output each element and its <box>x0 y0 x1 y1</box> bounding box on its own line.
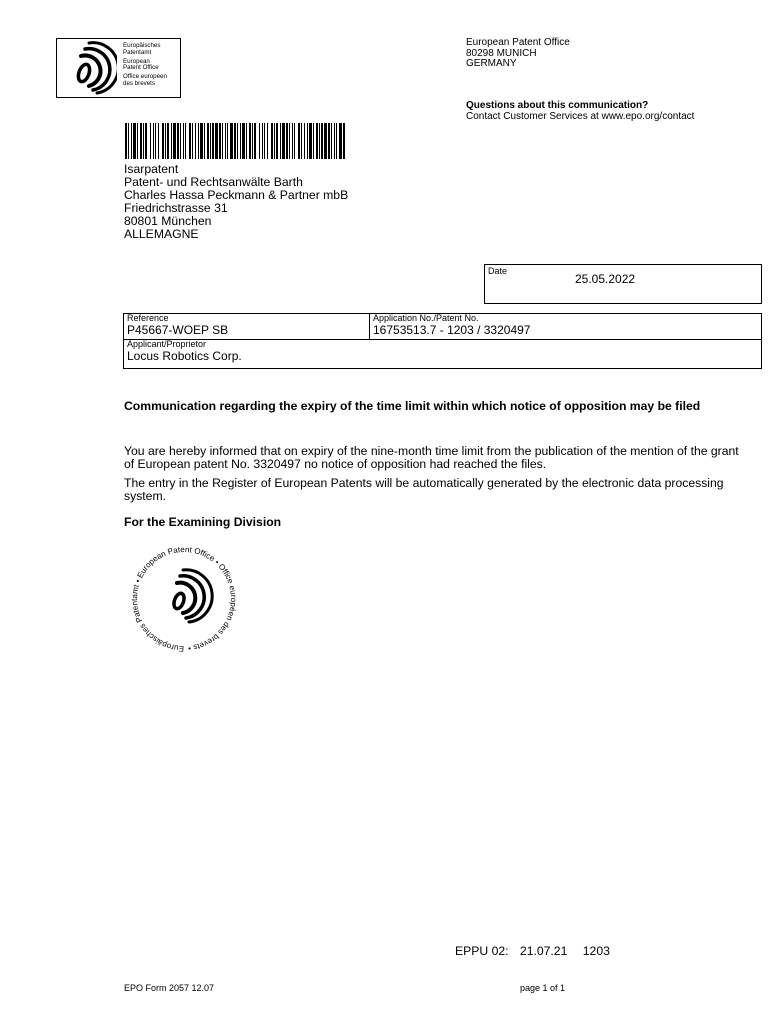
barcode-bar <box>125 123 127 159</box>
logo-name-de-1: Europäisches <box>123 42 161 49</box>
barcode-bar <box>143 123 144 159</box>
barcode-bar <box>237 123 238 159</box>
barcode-bar <box>177 123 179 159</box>
barcode-bar <box>140 123 142 159</box>
questions-block <box>466 100 694 122</box>
barcode-bar <box>240 123 241 159</box>
barcode-bar <box>137 123 138 159</box>
barcode-bar <box>150 123 151 159</box>
epo-emblem-icon <box>63 41 117 95</box>
barcode-bar <box>222 123 223 159</box>
epo-seal <box>117 538 251 660</box>
barcode-bar <box>286 123 288 159</box>
barcode-bar <box>145 123 147 159</box>
barcode-bar <box>189 123 191 159</box>
barcode-bar <box>292 123 293 159</box>
barcode-bar <box>128 123 129 159</box>
epo-logo <box>56 38 181 98</box>
barcode-bar <box>276 123 278 159</box>
application-value: 16753513.7 - 1203 / 3320497 <box>373 323 531 337</box>
form-code-date: 21.07.21 <box>519 944 568 958</box>
barcode-bar <box>313 123 314 159</box>
barcode-bar <box>195 123 196 159</box>
barcode-bar <box>254 123 256 159</box>
barcode-bar <box>321 123 323 159</box>
logo-name-fr-2: des brevets <box>123 79 155 87</box>
barcode-bar <box>219 123 221 159</box>
barcode-bar <box>155 123 156 159</box>
sender-line: 80298 MUNICH <box>466 47 537 59</box>
barcode-bar <box>158 123 159 159</box>
barcode-bar <box>215 123 218 159</box>
recipient-address <box>124 163 348 242</box>
barcode-bar <box>198 123 199 159</box>
body-paragraph: You are hereby informed that on expiry of the nine-month time limit from the publication of the mention of the grant of European patent No. 3320497 no notice of opposition had reached the files. <box>124 444 739 471</box>
reference-table <box>123 313 762 369</box>
barcode-bar <box>131 123 132 159</box>
barcode-bar <box>185 123 186 159</box>
epo-names <box>123 43 167 90</box>
form-code-unit: 1203 <box>582 944 610 958</box>
reference-value: P45667-WOEP SB <box>127 323 229 337</box>
questions-contact: Contact Customer Services at www.epo.org/contact <box>466 111 695 122</box>
barcode-bar <box>328 123 330 159</box>
barcode-bar <box>280 123 281 159</box>
barcode-bar <box>262 123 263 159</box>
barcode-bar <box>307 123 308 159</box>
barcode-bar <box>246 123 247 159</box>
questions-heading: Questions about this communication? <box>466 100 649 111</box>
recipient-line: Charles Hassa Peckmann & Partner mbB <box>124 188 349 203</box>
logo-name-fr-1: Office européen <box>123 73 167 81</box>
epo-form-id: EPO Form 2057 12.07 <box>124 983 215 993</box>
barcode-bar <box>225 123 226 159</box>
barcode-bar <box>339 123 342 159</box>
barcode-bar <box>180 123 181 159</box>
barcode-bar <box>210 123 211 159</box>
barcode-bar <box>282 123 285 159</box>
barcode-bar <box>234 123 236 159</box>
recipient-line: Friedrichstrasse 31 <box>124 201 228 216</box>
reference-cell <box>124 314 370 340</box>
barcode-bar <box>301 123 302 159</box>
recipient-line: 80801 München <box>124 214 212 229</box>
barcode-bar <box>267 123 268 159</box>
barcode-bar <box>343 123 345 159</box>
barcode-bar <box>264 123 265 159</box>
proprietor-value: Locus Robotics Corp. <box>127 349 242 363</box>
barcode-bar <box>162 123 164 159</box>
logo-name-de-2: Patentamt <box>123 48 152 56</box>
barcode-bar <box>192 123 193 159</box>
barcode-bar <box>249 123 251 159</box>
barcode-bar <box>171 123 172 159</box>
reference-label: Reference <box>127 313 169 323</box>
barcode-bar <box>294 123 295 159</box>
barcode-bar <box>316 123 318 159</box>
barcode-bar <box>200 123 203 159</box>
seal-emblem-icon <box>172 570 212 622</box>
barcode-bar <box>230 123 233 159</box>
barcode-bar <box>336 123 337 159</box>
body-paragraph: The entry in the Register of European Patents will be automatically generated by the electronic data processing system. <box>124 476 724 503</box>
sender-line: GERMANY <box>466 58 517 69</box>
sender-line: European Patent Office <box>466 37 570 48</box>
barcode-bar <box>212 123 214 159</box>
barcode-bar <box>271 123 273 159</box>
barcode-bar <box>183 123 184 159</box>
signoff: For the Examining Division <box>124 515 282 529</box>
barcode-bar <box>204 123 205 159</box>
barcode-bar <box>304 123 305 159</box>
sender-address <box>466 38 570 70</box>
barcode-bar <box>259 123 260 159</box>
barcode-bar <box>298 123 300 159</box>
barcode-bar <box>331 123 332 159</box>
form-code <box>455 944 610 958</box>
logo-name-en-1: European <box>123 57 150 65</box>
barcode <box>125 123 345 159</box>
barcode-bar <box>252 123 253 159</box>
proprietor-label: Applicant/Proprietor <box>127 339 207 349</box>
proprietor-cell <box>124 340 761 368</box>
date-box <box>484 264 762 304</box>
barcode-bar <box>167 123 169 159</box>
form-code-label: EPPU 02: <box>455 944 509 958</box>
date-label: Date <box>488 266 508 276</box>
barcode-bar <box>242 123 245 159</box>
recipient-line: Isarpatent <box>124 162 179 176</box>
barcode-bar <box>133 123 136 159</box>
barcode-bar <box>165 123 166 159</box>
barcode-bar <box>324 123 327 159</box>
barcode-bar <box>153 123 154 159</box>
application-cell <box>370 314 761 340</box>
barcode-bar <box>274 123 275 159</box>
page-number: page 1 of 1 <box>520 983 566 993</box>
barcode-bar <box>207 123 209 159</box>
barcode-bar <box>289 123 290 159</box>
barcode-bar <box>173 123 176 159</box>
seal-ring-text: Europäisches Patentamt • European Patent Office • Office européen des brevets • <box>129 544 239 654</box>
application-label: Application No./Patent No. <box>373 313 479 323</box>
barcode-bar <box>319 123 320 159</box>
barcode-bar <box>309 123 312 159</box>
communication-subject: Communication regarding the expiry of the time limit within which notice of opposition may be filed <box>124 399 701 413</box>
barcode-bar <box>227 123 228 159</box>
recipient-line: ALLEMAGNE <box>124 227 199 242</box>
barcode-bar <box>334 123 335 159</box>
recipient-line: Patent- und Rechtsanwälte Barth <box>124 175 303 190</box>
logo-name-en-2: Patent Office <box>123 64 159 72</box>
date-value: 25.05.2022 <box>575 272 636 286</box>
